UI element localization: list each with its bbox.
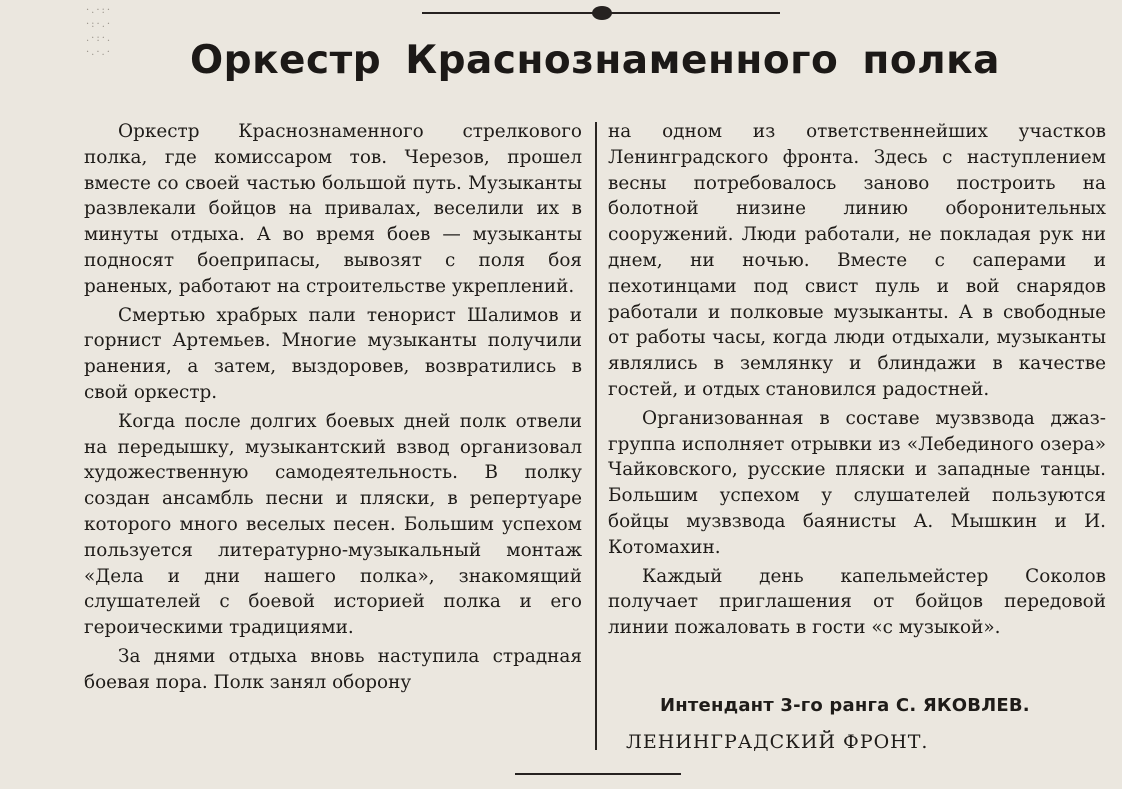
bottom-rule xyxy=(515,773,681,775)
dateline-location: ЛЕНИНГРАДСКИЙ ФРОНТ. xyxy=(626,731,929,753)
column-divider xyxy=(595,122,597,750)
paragraph: Когда после долгих боевых дней полк отвели на передышку, музыкантский взвод организовал художественную самодеятельность. В полку создан ансамбль песни и пляски, в репертуаре которого много веселых песен. Большим успехом пользуется литературно-музыкальный монтаж «Дела и дни нашего полка», знакомящий слушателей с боевой историей полка и его героическими традициями. xyxy=(84,410,582,639)
article-headline: Оркестр Краснознаменного полка xyxy=(190,38,1000,83)
paragraph: на одном из ответственнейших участков Ленинградского фронта. Здесь с наступлением весны потребовалось заново построить на болотной низине линию оборонительных сооружений. Люди работали, не покладая рук ни днем, ни ночью. Вместе с саперами и пехотинцами под свист пуль и вой снарядов работали и полковые музыканты. А в свободные от работы часы, когда люди отдыхали, музыканты являлись в землянку и блиндажи в качестве гостей, и отдых становился радостней. xyxy=(608,121,1106,400)
paragraph: Смертью храбрых пали тенорист Шалимов и горнист Артемьев. Многие музыканты получили ранения, а затем, выздоровев, возвратились в свой оркестр. xyxy=(84,304,582,403)
left-column xyxy=(84,119,582,699)
author-signature: Интендант 3-го ранга С. ЯКОВЛЕВ. xyxy=(660,695,1030,716)
paragraph: Каждый день капельмейстер Соколов получает приглашения от бойцов передовой линии пожаловать в гости «с музыкой». xyxy=(608,565,1106,639)
right-column xyxy=(608,119,1106,644)
paragraph: Организованная в составе музвзвода джаз-группа исполняет отрывки из «Лебединого озера» Чайковского, русские пляски и западные танцы. Большим успехом у слушателей пользуются бойцы музвзвода баянисты А. Мышкин и И. Котомахин. xyxy=(608,407,1106,558)
rule-ornament xyxy=(592,6,612,20)
paragraph: За днями отдыха вновь наступила страдная боевая пора. Полк занял оборону xyxy=(84,645,582,693)
paragraph: Оркестр Краснознаменного стрелкового полка, где комиссаром тов. Черезов, прошел вместе со своей частью большой путь. Музыканты развлекали бойцов на привалах, веселили их в минуты отдыха. А во время боев — музыканты подносят боеприпасы, вывозят с поля боя раненых, работают на строительстве укреплений. xyxy=(84,121,582,297)
print-speckles: ·.·:· ·:·.· .·:·. ·.·.· xyxy=(86,5,113,58)
